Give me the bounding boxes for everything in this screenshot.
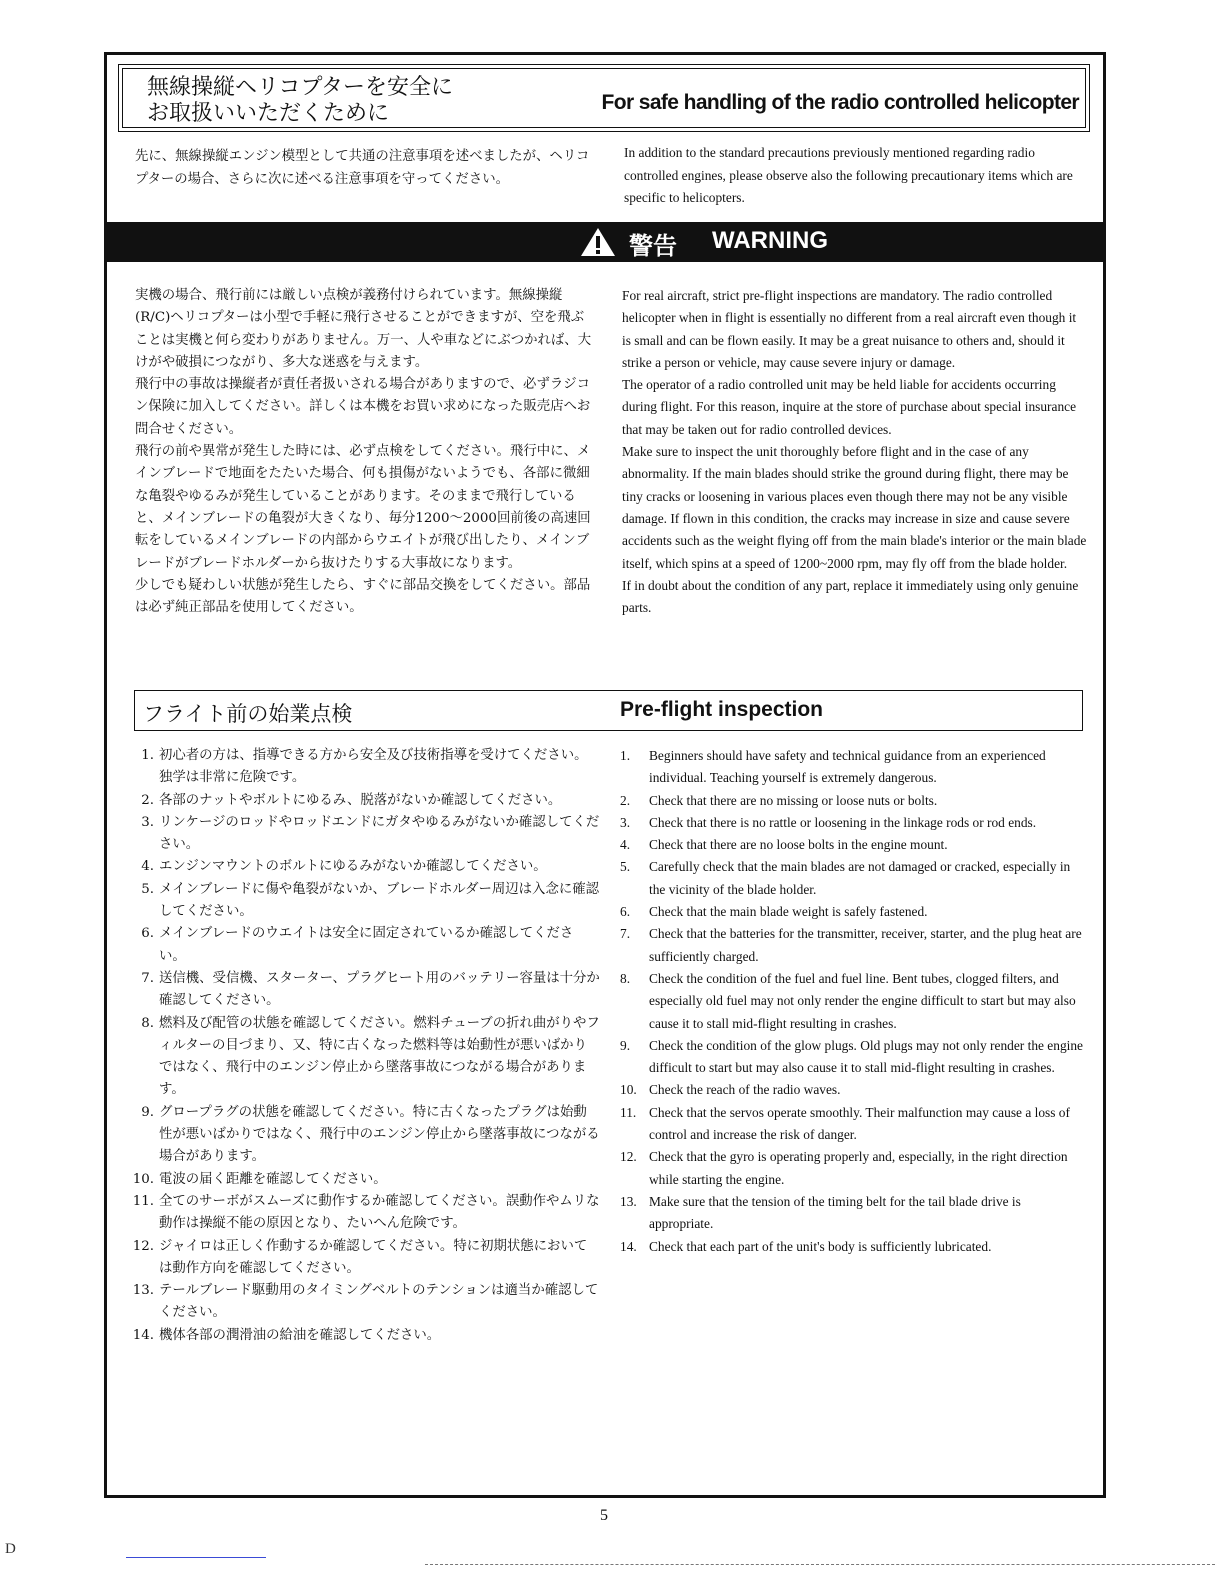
warning-paragraph-en: Make sure to inspect the unit thoroughly before flight and in the case of any abnormality. If the main blades should strike the ground during flight, there may be tiny cracks or loosening in various places even though there may not be any visible damage. If flown in this condition, the cracks may increase in size and cause severe accidents such as the weight flying off from the main blade's interior or the main blade itself, which spins at a speed of 1200~2000 rpm, may fly off from the blade holder. (622, 444, 1087, 571)
item-number: 7. (620, 926, 631, 942)
warning-body-japanese (135, 285, 597, 619)
item-text: メインブレードのウエイトは安全に固定されているか確認してください。 (159, 926, 574, 964)
warning-paragraph-jp: 少しでも疑わしい状態が発生したら、すぐに部品交換をしてください。部品は必ず純正部品を使用してください。 (135, 577, 591, 616)
warning-paragraph-en: The operator of a radio controlled unit may be held liable for accidents occurring during flight. For this reason, inquire at the store of purchase about special insurance that may be taken out for radio controlled devices. (622, 377, 1077, 437)
item-number: 4. (620, 837, 631, 853)
title-japanese: 無線操縦ヘリコプターを安全に お取扱いいただくために (147, 75, 454, 126)
list-item (620, 790, 1086, 812)
list-item (130, 1280, 600, 1325)
preflight-title-english: Pre-flight inspection (620, 698, 824, 721)
item-text: Check that the servos operate smoothly. Their malfunction may cause a loss of control and increase the risk of danger. (649, 1104, 1070, 1143)
item-number: 8. (620, 970, 631, 986)
warning-label-english: WARNING (712, 227, 828, 254)
preflight-list-japanese (130, 745, 600, 1347)
item-number: 6. (620, 904, 631, 920)
item-text: Check that the gyro is operating properly and, especially, in the right direction while starting the engine. (649, 1149, 1068, 1187)
warning-paragraph-en: If in doubt about the condition of any part, replace it immediately using only genuine parts. (622, 577, 1079, 616)
list-item (620, 1146, 1086, 1191)
item-text: 燃料及び配管の状態を確認してください。燃料チューブの折れ曲がりやフィルターの目づまり、又、特に古くなった燃料等は始動性が悪いばかりではなく、飛行中のエンジン停止から墜落事故につながる場合があります。 (159, 1015, 600, 1098)
item-text: Check that there are no missing or loose nuts or bolts. (649, 792, 938, 808)
item-text: Make sure that the tension of the timing belt for the tail blade drive is appropriate. (649, 1193, 1021, 1232)
item-number: 13. (132, 1283, 154, 1299)
warning-triangle-icon (580, 227, 616, 261)
warning-paragraph-en: For real aircraft, strict pre-flight inspections are mandatory. The radio controlled helicopter when in flight is essentially no different from a real aircraft even though it is small and can be flown easily. It may be a great nuisance to others and, should it strike a person or vehicle, may cause severe injury or damage. (622, 288, 1077, 370)
item-text: 機体各部の潤滑油の給油を確認してください。 (159, 1327, 441, 1343)
list-item (620, 901, 1086, 923)
item-text: ジャイロは正しく作動するか確認してください。特に初期状態においては動作方向を確認してください。 (159, 1238, 588, 1276)
item-text: Check that there are no loose bolts in the engine mount. (649, 837, 948, 853)
item-text: Check that the batteries for the transmitter, receiver, starter, and the plug heat are sufficiently charged. (649, 926, 1082, 964)
list-item (620, 968, 1086, 1035)
list-item (620, 812, 1086, 834)
warning-paragraph-jp: 実機の場合、飛行前には厳しい点検が義務付けられています。無線操縦(R/C)ヘリコプターは小型で手軽に飛行させることができますが、空を飛ぶことは実機と何ら変わりがありません。万一、人や車などにぶつかれば、大けがや破損につながり、多大な迷惑を与えます。 (135, 288, 592, 370)
list-item (620, 923, 1086, 968)
item-number: 12. (132, 1238, 154, 1254)
item-text: 全てのサーボがスムーズに動作するか確認してください。誤動作やムリな動作は操縦不能の原因となり、たいへん危険です。 (159, 1193, 600, 1232)
list-item (130, 1191, 600, 1236)
item-text: エンジンマウントのボルトにゆるみがないか確認してください。 (159, 859, 547, 875)
list-item (130, 790, 600, 812)
item-text: 各部のナットやボルトにゆるみ、脱落がないか確認してください。 (159, 792, 562, 808)
item-number: 12. (620, 1149, 637, 1165)
page-number: 5 (600, 1507, 608, 1524)
footer-letter: D (5, 1541, 16, 1557)
item-text: Carefully check that the main blades are not damaged or cracked, especially in the vicinity of the blade holder. (649, 859, 1071, 897)
list-item (620, 1236, 1086, 1258)
footer-rule-left (126, 1557, 266, 1558)
list-item (130, 812, 600, 857)
preflight-list-english (620, 745, 1086, 1258)
list-item (620, 834, 1086, 856)
intro-english: In addition to the standard precautions previously mentioned regarding radio controlled engines, please observe also the following precautionary items which are specific to helicopters. (624, 145, 1073, 205)
item-text: メインブレードに傷や亀裂がないか、ブレードホルダー周辺は入念に確認してください。 (159, 881, 600, 920)
item-text: 送信機、受信機、スターター、プラグヒート用のバッテリー容量は十分か確認してください。 (159, 970, 600, 1009)
intro-japanese: 先に、無線操縦エンジン模型として共通の注意事項を述べましたが、ヘリコプターの場合、さらに次に述べる注意事項を守ってください。 (135, 149, 590, 187)
list-item (130, 879, 600, 924)
item-text: Check that each part of the unit's body is sufficiently lubricated. (649, 1238, 992, 1254)
list-item (620, 1191, 1086, 1236)
item-text: Check the reach of the radio waves. (649, 1082, 841, 1098)
item-number: 5. (141, 881, 154, 897)
item-number: 4. (141, 859, 154, 875)
item-number: 9. (620, 1037, 631, 1053)
item-number: 10. (132, 1171, 154, 1187)
list-item (130, 1236, 600, 1281)
list-item (130, 1169, 600, 1191)
title-box-inner (122, 68, 1086, 128)
warning-paragraph-jp: 飛行の前や異常が発生した時には、必ず点検をしてください。飛行中に、メインブレードで地面をたたいた場合、何も損傷がないようでも、各部に微細な亀裂やゆるみが発生していることがあります。そのままで飛行していると、メインブレードの亀裂が大きくなり、毎分1200～2000回前後の高速回転をしているメインブレードの内部からウエイトが飛び出したり、メインブレードがブレードホルダーから抜けたりする大事故になります。 (135, 444, 591, 571)
list-item (620, 1079, 1086, 1101)
list-item (130, 1325, 600, 1347)
item-number: 1. (620, 748, 631, 763)
preflight-title-japanese: フライト前の始業点検 (143, 702, 353, 726)
warning-body-english (622, 285, 1087, 619)
item-number: 13. (620, 1193, 637, 1209)
item-number: 2. (620, 792, 631, 808)
warning-label-japanese: 警告 (629, 232, 677, 260)
item-number: 2. (141, 792, 154, 808)
preflight-heading-box (134, 690, 1083, 731)
title-english: For safe handling of the radio controlled helicopter (601, 91, 1079, 114)
list-item (130, 856, 600, 878)
list-item (130, 1102, 600, 1169)
item-number: 7. (141, 970, 154, 986)
item-number: 8. (141, 1015, 154, 1031)
list-item (620, 1102, 1086, 1147)
list-item (130, 1013, 600, 1102)
footer-rule-right (425, 1564, 1215, 1565)
item-number: 3. (141, 814, 154, 830)
item-number: 9. (141, 1104, 154, 1120)
list-item (130, 923, 600, 968)
item-text: グロープラグの状態を確認してください。特に古くなったプラグは始動性が悪いばかりではなく、飛行中のエンジン停止から墜落事故につながる場合があります。 (159, 1104, 600, 1165)
item-number: 14. (620, 1238, 637, 1254)
item-number: 6. (141, 926, 154, 942)
item-text: Check that the main blade weight is safely fastened. (649, 904, 928, 920)
item-number: 1. (141, 748, 154, 763)
warning-banner (104, 222, 1106, 262)
item-text: Beginners should have safety and technical guidance from an experienced individual. Teaching yourself is extremely dangerous. (649, 748, 1046, 786)
item-number: 11. (620, 1104, 637, 1120)
item-text: Check that there is no rattle or loosening in the linkage rods or rod ends. (649, 814, 1037, 830)
item-number: 5. (620, 859, 631, 875)
item-text: 初心者の方は、指導できる方から安全及び技術指導を受けてください。独学は非常に危険です。 (159, 748, 588, 786)
list-item (620, 745, 1086, 790)
item-number: 11. (132, 1193, 154, 1209)
item-text: 電波の届く距離を確認してください。 (159, 1171, 387, 1187)
title-box (118, 64, 1090, 132)
item-text: テールブレード駆動用のタイミングベルトのテンションは適当か確認してください。 (159, 1283, 599, 1321)
list-item (620, 856, 1086, 901)
item-number: 3. (620, 814, 631, 830)
list-item (620, 1035, 1086, 1080)
item-text: リンケージのロッドやロッドエンドにガタやゆるみがないか確認してください。 (159, 814, 600, 853)
item-text: Check the condition of the glow plugs. Old plugs may not only render the engine difficult to start but may also cause it to stall mid-flight resulting in crashes. (649, 1037, 1083, 1076)
list-item (130, 745, 600, 790)
item-text: Check the condition of the fuel and fuel line. Bent tubes, clogged filters, and especially old fuel may not only render the engine difficult to start but may also cause it to stall mid-flight resulting in crashes. (649, 970, 1076, 1031)
warning-paragraph-jp: 飛行中の事故は操縦者が責任者扱いされる場合がありますので、必ずラジコン保険に加入してください。詳しくは本機をお買い求めになった販売店へお問合せください。 (135, 377, 591, 437)
item-number: 14. (132, 1327, 154, 1343)
item-number: 10. (620, 1082, 637, 1098)
list-item (130, 968, 600, 1013)
